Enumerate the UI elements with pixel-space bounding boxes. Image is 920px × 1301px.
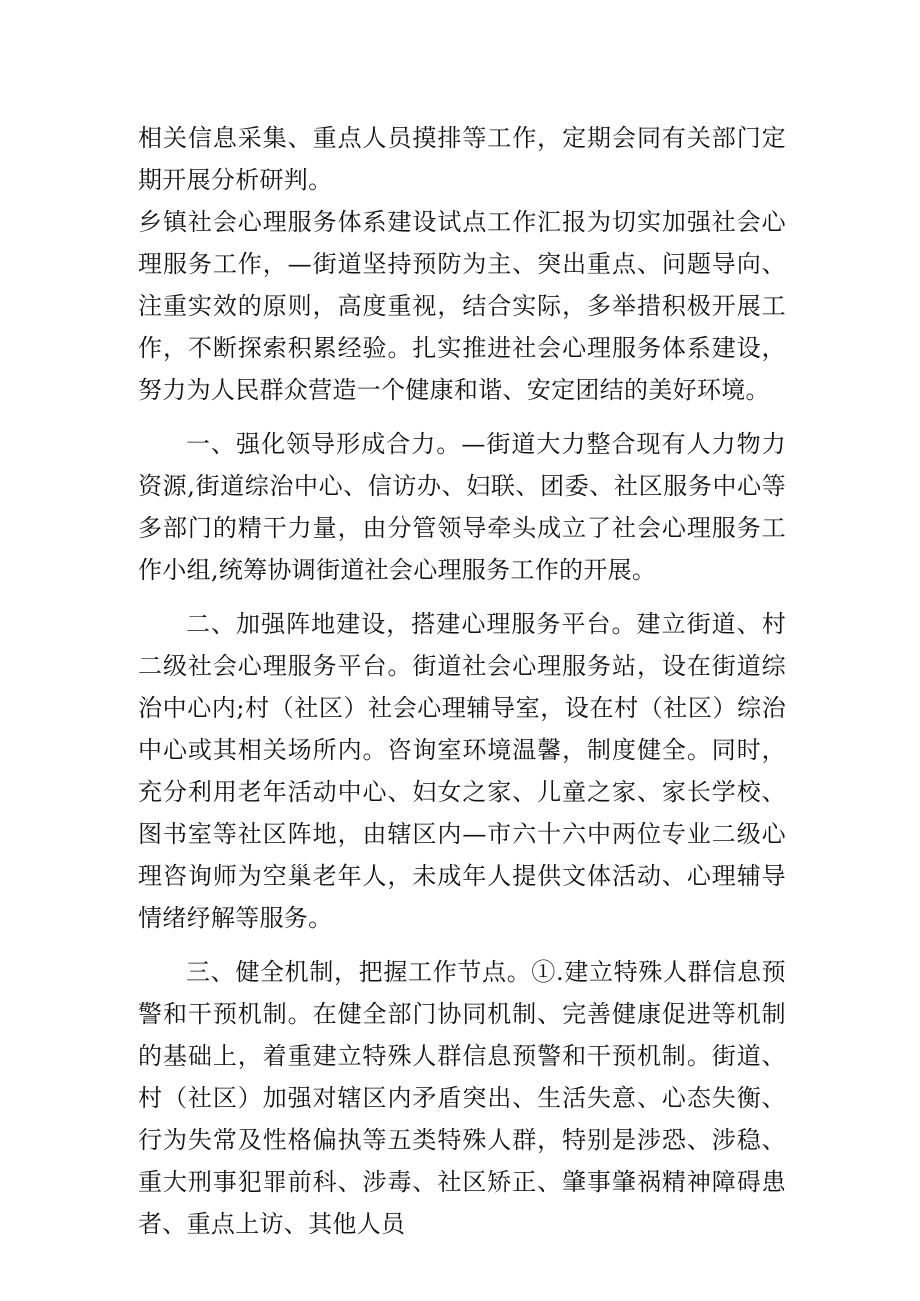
document-body (138, 117, 786, 1245)
paragraph-section-2: 二、加强阵地建设，搭建心理服务平台。建立街道、村二级社会心理服务平台。街道社会心理服务站，设在街道综治中心内;村（社区）社会心理辅导室，设在村（社区）综治中心或其相关场所内。咨询室环境温馨，制度健全。同时，充分利用老年活动中心、妇女之家、儿童之家、家长学校、图书室等社区阵地，由辖区内—市六十六中两位专业二级心理咨询师为空巢老年人，未成年人提供文体活动、心理辅导情绪纾解等服务。 (138, 610, 786, 932)
paragraph-section-3: 三、健全机制，把握工作节点。①.建立特殊人群信息预警和干预机制。在健全部门协同机制、完善健康促进等机制的基础上，着重建立特殊人群信息预警和干预机制。街道、村（社区）加强对辖区内矛盾突出、生活失意、心态失衡、行为失常及性格偏执等五类特殊人群，特别是涉恐、涉稳、重大刑事犯罪前科、涉毒、社区矫正、肇事肇祸精神障碍患者、重点上访、其他人员 (138, 958, 786, 1238)
paragraph-section-1: 一、强化领导形成合力。—街道大力整合现有人力物力资源,街道综治中心、信访办、妇联、团委、社区服务中心等多部门的精干力量，由分管领导牵头成立了社会心理服务工作小组,统筹协调街道社会心理服务工作的开展。 (138, 430, 786, 584)
paragraph-intro: 乡镇社会心理服务体系建设试点工作汇报为切实加强社会心理服务工作，—街道坚持预防为主、突出重点、问题导向、注重实效的原则，高度重视，结合实际，多举措积极开展工作，不断探索积累经验。扎实推进社会心理服务体系建设，努力为人民群众营造一个健康和谐、安定团结的美好环境。 (138, 208, 786, 404)
paragraph-continuation: 相关信息采集、重点人员摸排等工作，定期会同有关部门定期开展分析研判。 (138, 124, 786, 194)
